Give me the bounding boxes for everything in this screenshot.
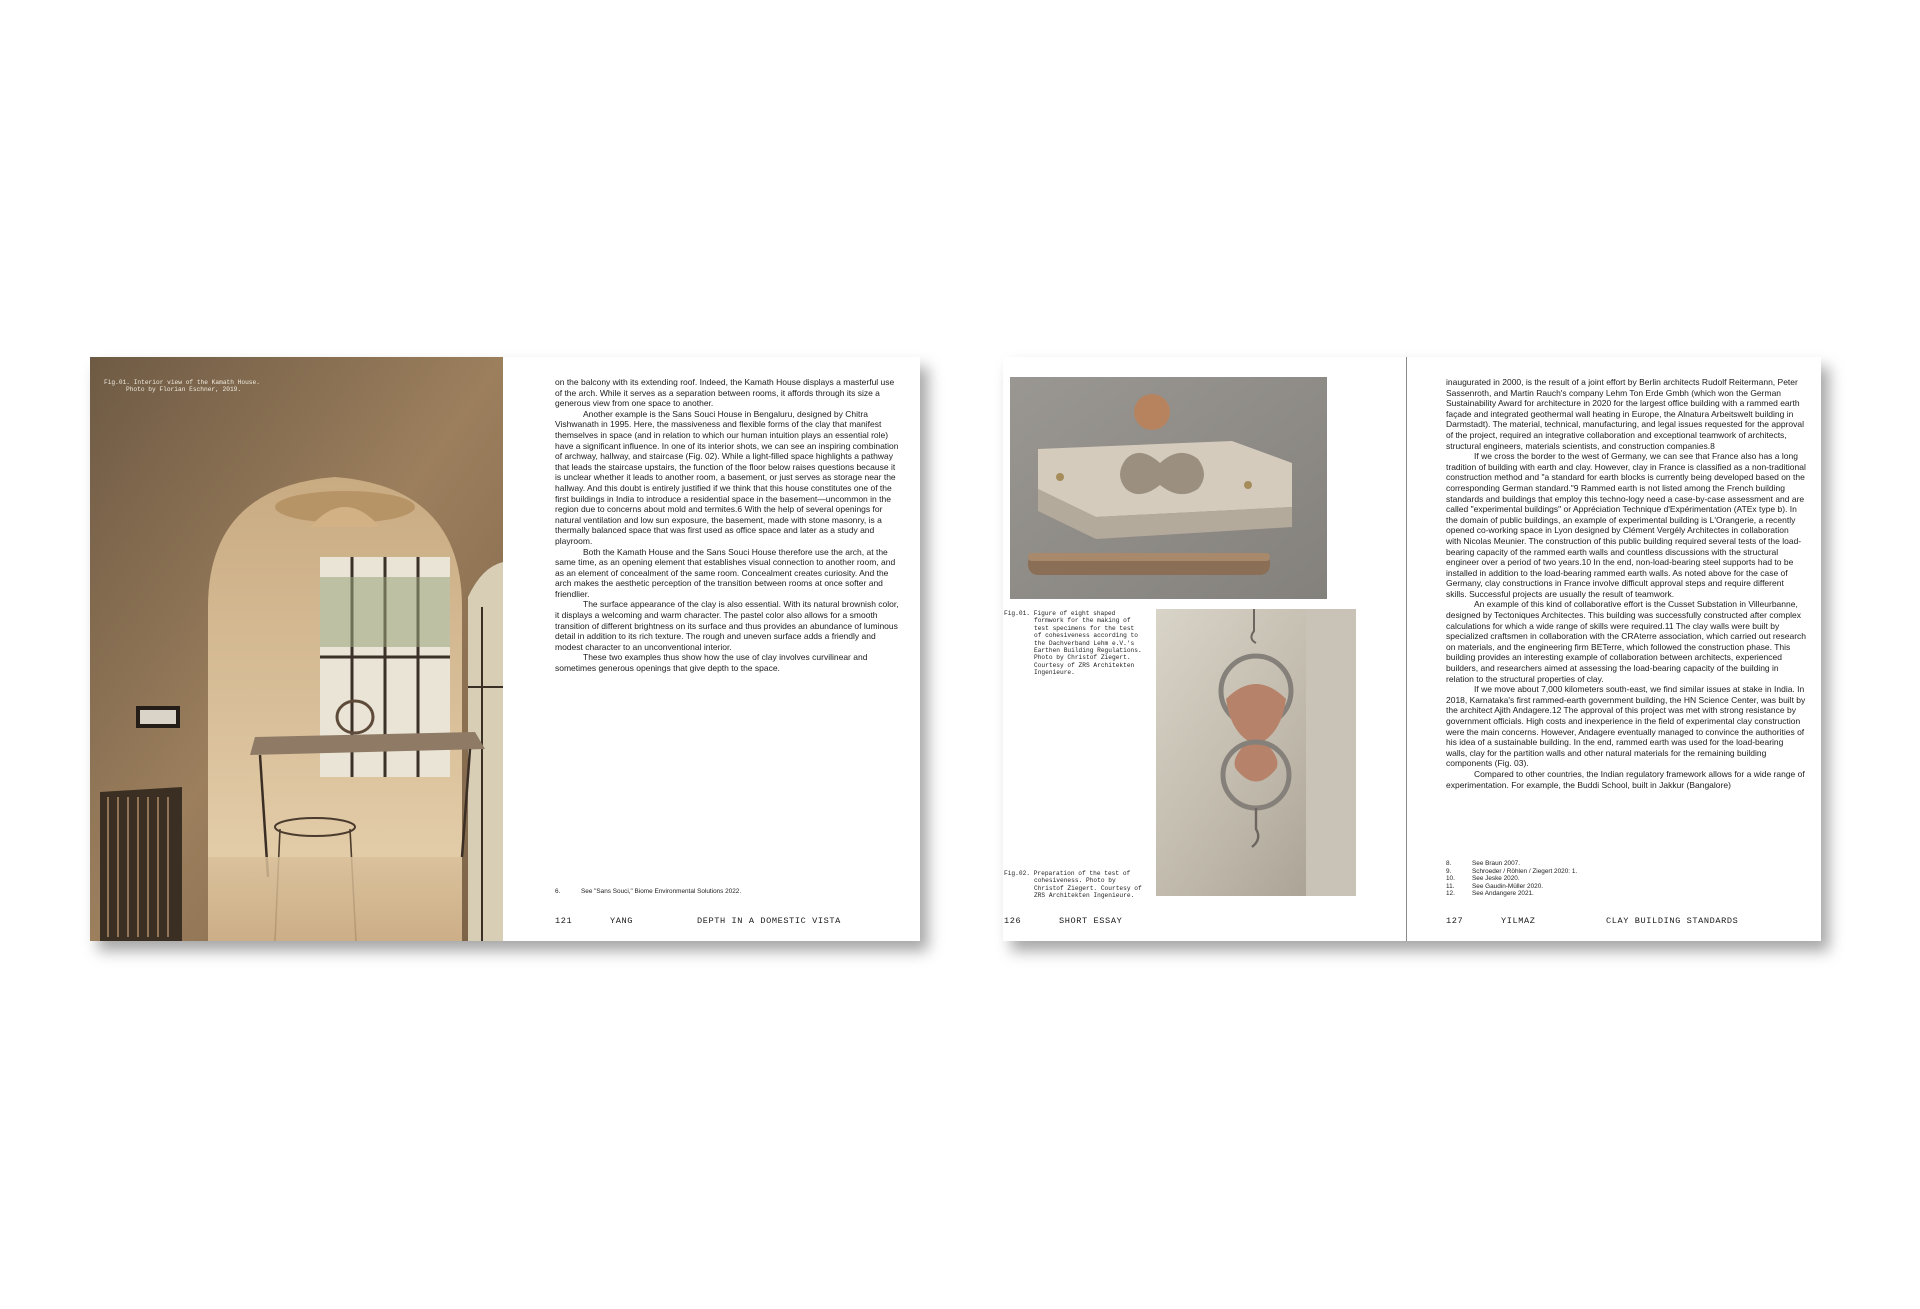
caption-line: Photo by Christof Ziegert. xyxy=(1034,654,1131,662)
footnote-number: 9. xyxy=(1446,867,1452,875)
running-author: YANG xyxy=(610,916,634,926)
footnote xyxy=(555,888,900,896)
running-title: SHORT ESSAY xyxy=(1059,916,1123,926)
folio-page-127 xyxy=(1446,916,1739,926)
footnote xyxy=(1446,883,1806,891)
caption-line: test specimens for the test xyxy=(1034,624,1135,632)
caption-line: Photo by Florian Eschner, 2019. xyxy=(126,386,242,394)
cohesiveness-test-photo xyxy=(1156,609,1356,896)
paragraph: on the balcony with its extending roof. Indeed, the Kamath House displays a masterful use of the arch. While it serves as a separation between rooms, it affords through its size a generous view from one space to another. xyxy=(555,377,895,409)
footnote-text: See "Sans Souci," Biome Environmental Solutions 2022. xyxy=(581,888,742,895)
paragraph: inaugurated in 2000, is the result of a joint effort by Berlin architects Rudolf Reitermann, Peter Sassenroth, and Martin Rauch's company Lehm Ton Erde Gmbh (which won the German Sustainability Award for architecture in 2020 for the largest office building with a rammed earth façade and integrated geothermal wall heating in Europe, the Alnatura Arbeitswelt building in Darmstadt). The material, technical, manufacturing, and legal issues requested for the approval of the project, required an integrative collaboration and exceptional teamwork of architects, structural engineers, materials scientists, and construction companies.8 xyxy=(1446,377,1804,451)
paragraph: Compared to other countries, the Indian regulatory framework allows for a wide range of experimentation. For example, the Buddi School, built in Jakkur (Bangalore) xyxy=(1446,768,1805,790)
footnote-text: See Gaudin-Müller 2020. xyxy=(1472,882,1544,890)
footnote-text: See Braun 2007. xyxy=(1472,860,1520,867)
page-number: 121 xyxy=(555,916,573,926)
caption-line: Christof Ziegert. Courtesy of xyxy=(1034,884,1142,892)
footnote-text: See Andangere 2021. xyxy=(1472,890,1534,898)
running-title: CLAY BUILDING STANDARDS xyxy=(1606,916,1739,926)
body-text-page-121 xyxy=(555,377,900,674)
running-title: DEPTH IN A DOMESTIC VISTA xyxy=(697,916,841,926)
folio-page-121 xyxy=(555,916,841,926)
footnote xyxy=(1446,860,1806,868)
footnote-number: 11. xyxy=(1446,882,1455,890)
footnote-number: 6. xyxy=(555,888,561,895)
caption-line: Earthen Building Regulations. xyxy=(1034,647,1142,655)
caption-line: cohesiveness. Photo by xyxy=(1034,877,1116,885)
body-text-page-127 xyxy=(1446,377,1806,790)
footnote xyxy=(1446,875,1806,883)
footnote xyxy=(1446,890,1806,898)
caption-line: ZRS Architekten Ingenieure. xyxy=(1034,892,1135,900)
page-number: 126 xyxy=(1004,916,1022,926)
footnote-number: 8. xyxy=(1446,860,1452,867)
footnote-text: Schroeder / Röhlen / Ziegert 2020: 1. xyxy=(1472,867,1578,875)
caption-line: formwork for the making of xyxy=(1034,617,1131,625)
paragraph: Another example is the Sans Souci House in Bengaluru, designed by Chitra Vishwanath in 1995. Here, the massiveness and flexible forms of the clay that manifest themselves in space (and in relation to which our human intuition plays an essential role) have a significant influence. In one of its interior shots, we can see an inspiring combination of archway, hallway, and staircase (Fig. 02). While a light-filled space highlights a pathway that leads the staircase upstairs, the function of the floor below raises questions because it is unclear whether it leads to another room, a basement, or just serves as storage near the hallway. And this doubt is entirely justified if we think that this house constitutes one of the first buildings in India to introduce a residential space in the basement—uncommon in the region due to concerns about mold and termites.6 With the help of several openings for natural ventilation and low sun exposure, the basement, made with stone masonry, is a thermally balanced space that was first used as office space and later as a study and playroom. xyxy=(555,408,899,546)
paragraph: These two examples thus show how the use of clay involves curvilinear and sometimes generous openings that give depth to the space. xyxy=(555,652,868,674)
footnote xyxy=(1446,868,1806,876)
fig2-caption xyxy=(1004,870,1154,900)
footnotes-page-127 xyxy=(1446,860,1806,898)
caption-line: Fig.02. Preparation of the test of xyxy=(1004,870,1131,877)
caption-line: Fig.01. Interior view of the Kamath House. xyxy=(104,379,260,386)
footnote-number: 12. xyxy=(1446,890,1455,898)
book-spread-left xyxy=(90,357,920,941)
formwork-photo xyxy=(1010,377,1327,599)
caption-line: the Dachverband Lehm e.V.'s xyxy=(1034,639,1135,647)
paragraph: An example of this kind of collaborative effort is the Cusset Substation in Villeurbanne, designed by Tectoniques Architectes. This building was successfully constructed after complex calculations for which a wide range of skills were required.11 The clay walls were built by specialized craftsmen in collaboration with the CRAterre association, which carried out research on materials, and the engineering firm BETerre, which followed the construction phase. This building provides an interesting example of collaboration between architects, experienced builders, and researchers aimed at assessing the load-bearing capacity of the building in relation to the structural properties of clay. xyxy=(1446,599,1807,684)
paragraph: If we move about 7,000 kilometers south-east, we find similar issues at stake in India. In 2018, Karnataka's first rammed-earth government building, the HN Science Center, was built by the architect Ajith Andagere.12 The approval of this project was met with strong resistance by government officials. High costs and inexperience in the field of experimental clay construction were the main concerns. However, Andagere eventually managed to convince the authorities of his idea of a sustainable building. In the end, rammed earth was used for the load-bearing walls, clay for the partition walls and other natural materials for the remaining building components (Fig. 03). xyxy=(1446,684,1806,769)
photo-caption xyxy=(104,379,304,394)
page-gutter xyxy=(1406,357,1407,941)
fig1-caption xyxy=(1004,610,1144,677)
paragraph: If we cross the border to the west of Germany, we can see that France also has a long tradition of building with earth and clay. However, clay in France is classified as a non-traditional construction method and "a standard for earth blocks is currently being developed based on the corresponding German standard."9 Rammed earth is not listed among the French building standards and buildings that employ this techno-logy need a case-by-case assessment and are called "experimental buildings" or Appréciation Technique d'Expérimentation (ATEx type b). In the domain of public buildings, an example of experimental building is L'Orangerie, a recently opened co-working space in Lyon designed by Clément Vergély Architectes in collaboration with Nicolas Meunier. The construction of this public building required several tests of the load-bearing capacity of the rammed earth walls and countless discussions with the structural engineer over a period of two years.10 In the end, non-load-bearing steel supports had to be installed in addition to the load-bearing rammed earth walls. As noted above for the case of Germany, clay constructions in France involve difficult approval steps and require different skills. Successful projects are usually the result of teamwork. xyxy=(1446,451,1806,599)
running-author: YILMAZ xyxy=(1501,916,1536,926)
footnote-number: 10. xyxy=(1446,875,1455,883)
caption-line: Fig.01. Figure of eight shaped xyxy=(1004,610,1116,617)
footnote-text: See Jeske 2020. xyxy=(1472,875,1520,883)
caption-line: Ingenieure. xyxy=(1034,669,1075,677)
page-number: 127 xyxy=(1446,916,1464,926)
paragraph: The surface appearance of the clay is also essential. With its natural brownish color, it displays a welcoming and warm character. The pastel color also allows for a smooth transition of different brightness on its surface and thus provides an abundance of luminous detail in addition to its rich texture. The rough and uneven surface adds a friendly and modest character to an unconventional interior. xyxy=(555,599,899,652)
folio-page-126 xyxy=(1004,916,1123,926)
book-spread-right xyxy=(1003,357,1821,941)
footnotes-page-121 xyxy=(555,888,900,896)
interior-photo-kamath-house xyxy=(90,357,503,941)
paragraph: Both the Kamath House and the Sans Souci House therefore use the arch, at the same time, as an opening element that establishes visual connection to another room, and as an element of concealment of the same room. Concealment creates curiosity. And the arch makes the aesthetic perception of the transition between rooms at once softer and friendlier. xyxy=(555,546,896,599)
caption-line: of cohesiveness according to xyxy=(1034,632,1138,640)
caption-line: Courtesy of ZRS Architekten xyxy=(1034,661,1135,669)
